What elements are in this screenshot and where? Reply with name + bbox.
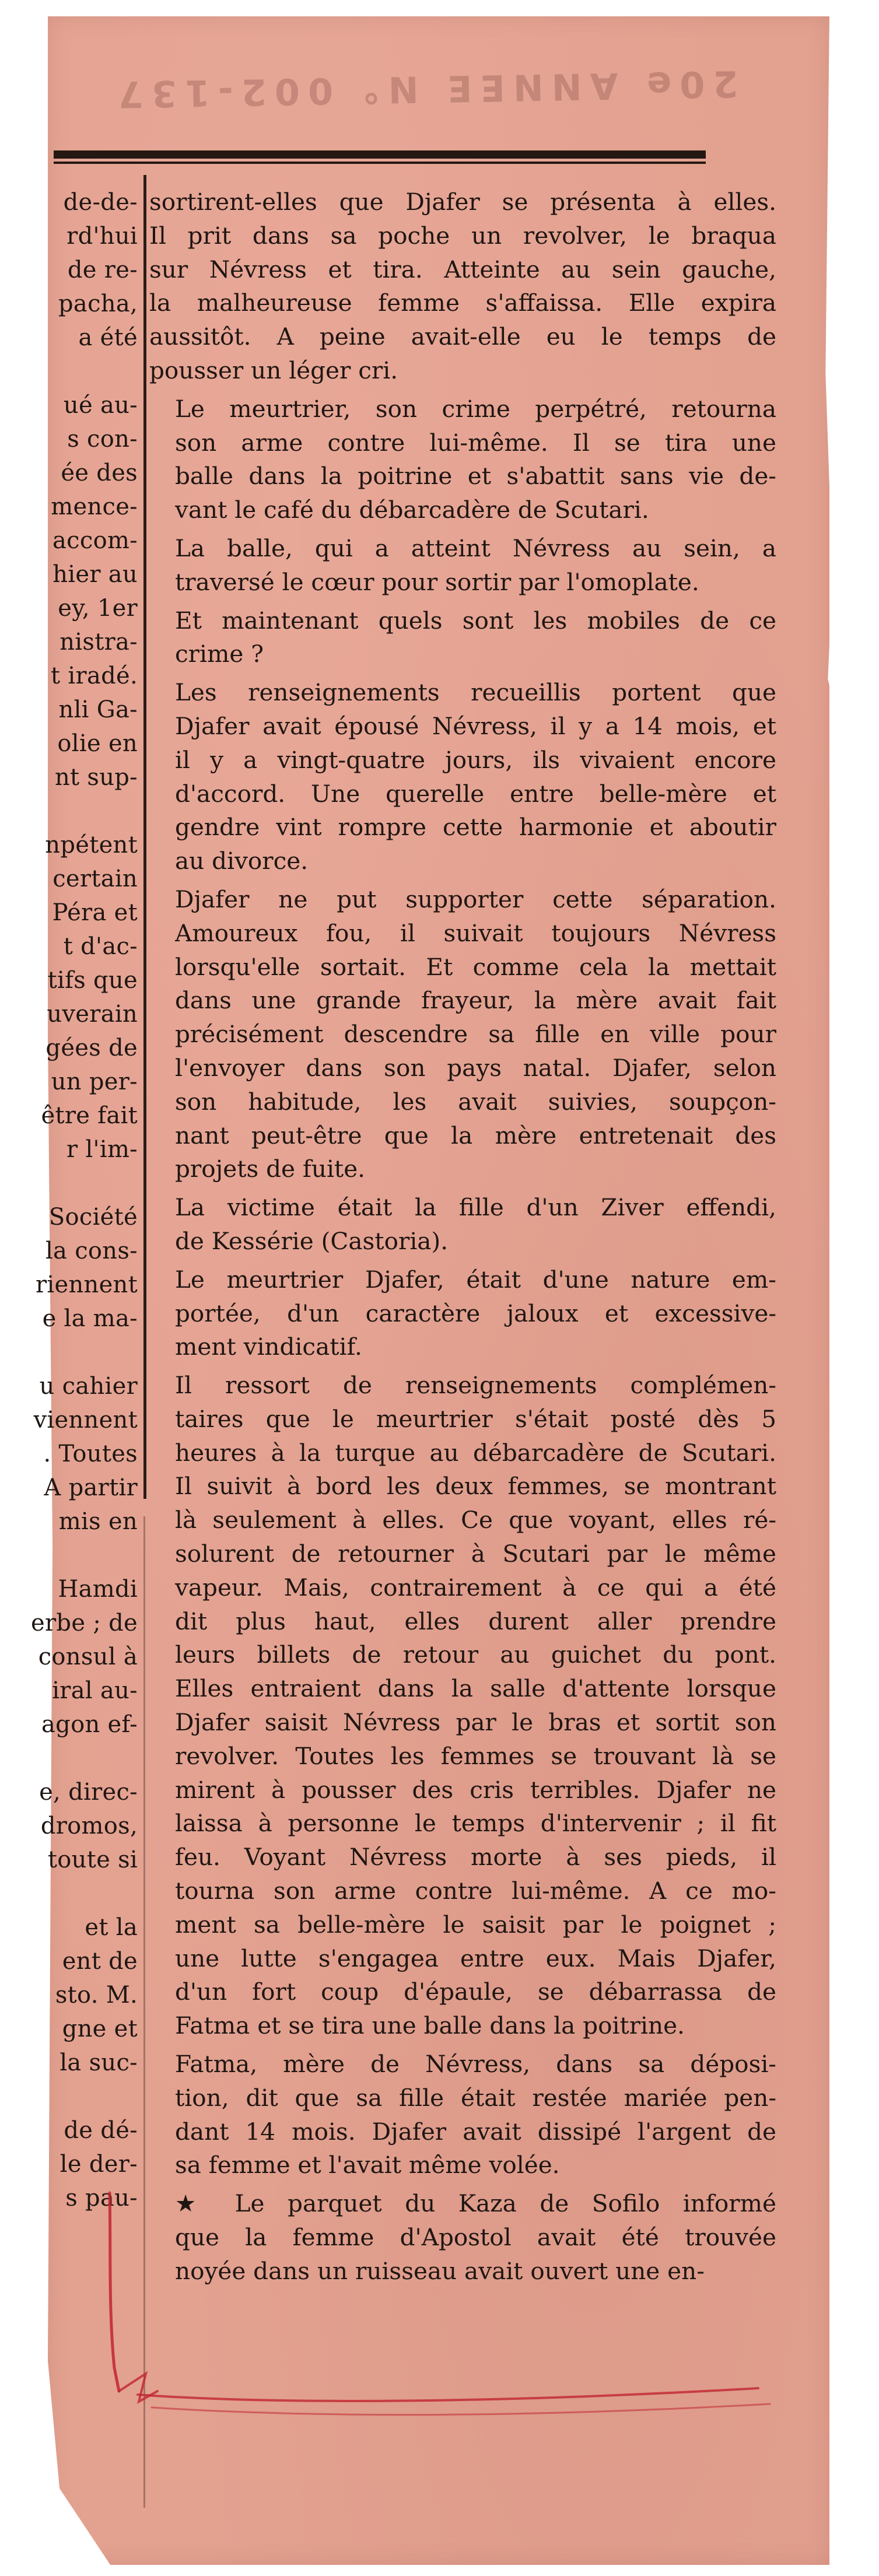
article-line: crime ?	[175, 640, 264, 668]
left-column-line: riennent	[35, 1271, 138, 1298]
article-line: Le meurtrier Djafer, était d'une nature em-	[175, 1265, 776, 1294]
left-column-line: gne et	[62, 2016, 138, 2042]
left-column-line: Péra et	[52, 899, 138, 926]
article-line: sortirent-elles que Djafer se présenta à elles.	[149, 188, 776, 216]
left-column-line: un per-	[51, 1068, 138, 1095]
left-column-line: erbe ; de	[31, 1610, 138, 1636]
left-column-line: nistra-	[59, 629, 138, 656]
left-column-line: pacha,	[58, 290, 138, 317]
left-column-line: r l'im-	[66, 1136, 138, 1163]
left-column-line: npétent	[45, 832, 138, 858]
article-line: feu. Voyant Névress morte à ses pieds, il	[175, 1843, 776, 1871]
left-column-line: certain	[52, 865, 138, 892]
article-line: heures à la turque au débarcadère de Scutari.	[175, 1438, 776, 1467]
article-line: revolver. Toutes les femmes se trouvant là se	[175, 1741, 776, 1770]
left-column-line: u cahier	[39, 1373, 138, 1400]
article-line: Djafer avait épousé Névress, il y a 14 mois, et	[175, 712, 776, 740]
article-line: dans une grande frayeur, la mère avait fait	[175, 986, 776, 1015]
left-column-line: et la	[85, 1914, 138, 1941]
left-column-line: A partir	[44, 1474, 138, 1501]
article-line: Amoureux fou, il suivait toujours Névress	[175, 919, 776, 947]
left-column-line: e la ma-	[42, 1305, 138, 1332]
left-column-line: le der-	[59, 2151, 138, 2178]
article-line: sa femme et l'avait même volée.	[175, 2151, 560, 2179]
article-line: la malheureuse femme s'affaissa. Elle expira	[149, 289, 776, 317]
left-column-line: dromos,	[40, 1813, 138, 1839]
article-line: l'envoyer dans son pays natal. Djafer, selon	[175, 1053, 776, 1082]
left-column-line: Société	[48, 1204, 138, 1231]
article-line: taires que le meurtrier s'était posté dès 5	[175, 1404, 776, 1433]
left-column-line: nt sup-	[54, 764, 138, 791]
article-line: son habitude, les avait suivies, soupçon-	[175, 1087, 776, 1116]
left-column-line: s pau-	[65, 2185, 138, 2211]
left-column-line: . Toutes	[43, 1441, 138, 1467]
article-line: aussitôt. A peine avait-elle eu le temps de	[149, 323, 776, 351]
article-line: balle dans la poitrine et s'abattit sans vie de-	[175, 462, 776, 490]
article-line: son arme contre lui-même. Il se tira une	[175, 428, 776, 457]
article-line: lorsqu'elle sortait. Et comme cela la mettait	[175, 952, 776, 981]
left-column-line: nli Ga-	[58, 696, 138, 723]
left-column-line: la suc-	[59, 2049, 138, 2076]
left-column-line: rd'hui	[66, 223, 138, 250]
article-line: pousser un léger cri.	[149, 356, 398, 384]
left-column-line: a été	[78, 324, 138, 351]
left-column-line: Hamdi	[58, 1576, 138, 1603]
article-line: d'un fort coup d'épaule, se débarrassa de	[175, 1978, 776, 2006]
masthead-bleedthrough: 20e ANNEE N° 002-137	[110, 62, 739, 116]
article-line: dant 14 mois. Djafer avait dissipé l'argent de	[175, 2117, 776, 2146]
article-line: ment vindicatif.	[175, 1333, 362, 1361]
article-line: une lutte s'engagea entre eux. Mais Djafer,	[175, 1944, 776, 1972]
article-line: solurent de retourner à Scutari par le même	[175, 1540, 776, 1568]
article-line: il y a vingt-quatre jours, ils vivaient encore	[175, 745, 776, 774]
article-line: au divorce.	[175, 847, 309, 875]
article-line: nant peut-être que la mère entretenait des	[175, 1121, 776, 1149]
article-line: ment sa belle-mère le saisit par le poignet ;	[175, 1910, 776, 1939]
article-line: Fatma et se tira une balle dans la poitrine.	[175, 2011, 685, 2040]
left-column-line: hier au	[52, 561, 138, 588]
left-column-line: t d'ac-	[63, 933, 138, 960]
left-column-line: être fait	[41, 1102, 138, 1129]
article-line: Les renseignements recueillis portent que	[175, 678, 776, 707]
article-line: Djafer ne put supporter cette séparation.	[175, 885, 776, 913]
article-line: La balle, qui a atteint Névress au sein, a	[175, 534, 776, 562]
article-line: La victime était la fille d'un Ziver effendi,	[175, 1193, 776, 1222]
left-column-line: de dé-	[64, 2117, 138, 2144]
left-column-line: viennent	[33, 1407, 138, 1434]
article-line: tion, dit que sa fille était restée mariée pen-	[175, 2083, 776, 2112]
left-column-line: mence-	[51, 493, 138, 520]
article-line: Le meurtrier, son crime perpétré, retourna	[175, 394, 776, 423]
article-line: Il prit dans sa poche un revolver, le braqua	[149, 221, 776, 250]
left-column-line: de-de-	[63, 189, 138, 216]
left-column-line: consul à	[38, 1643, 138, 1670]
article-line: là seulement à elles. Ce que voyant, elles ré-	[175, 1506, 776, 1534]
article-line: vant le café du débarcadère de Scutari.	[175, 496, 649, 524]
left-column-line: accom-	[52, 527, 138, 554]
article-line: dit plus haut, elles durent aller prendre	[175, 1607, 776, 1635]
left-column-line: e, direc-	[39, 1779, 138, 1806]
article-line: précisément descendre sa fille en ville pour	[175, 1020, 776, 1049]
left-column-line: la cons-	[45, 1238, 138, 1264]
article-line: laissa à personne le temps d'intervenir ; il fit	[175, 1809, 776, 1838]
article-line: noyée dans un ruisseau avait ouvert une en-	[175, 2256, 705, 2285]
left-column-line: mis en	[58, 1508, 138, 1535]
article-line: leurs billets de retour au guichet du pont.	[175, 1641, 776, 1669]
article-line: Fatma, mère de Névress, dans sa déposi-	[175, 2050, 776, 2079]
left-column-line: ué au-	[63, 392, 138, 419]
article-line: de Kessérie (Castoria).	[175, 1226, 449, 1255]
article-line: Elles entraient dans la salle d'attente lorsque	[175, 1674, 776, 1703]
left-column-line: s con-	[67, 426, 138, 453]
article-line: que la femme d'Apostol avait été trouvée	[175, 2223, 776, 2252]
article-line: Et maintenant quels sont les mobiles de ce	[175, 606, 776, 635]
left-column-line: de re-	[67, 257, 138, 283]
left-column-line: iral au-	[52, 1677, 138, 1704]
left-column-line: sto. M.	[55, 1982, 138, 2009]
article-line: Il suivit à bord les deux femmes, se montrant	[175, 1472, 776, 1501]
article-line: mirent à pousser des cris terribles. Djafer ne	[175, 1775, 776, 1804]
article-line: portée, d'un caractère jaloux et excessive-	[175, 1299, 776, 1327]
article-line: d'accord. Une querelle entre belle-mère et	[175, 779, 776, 808]
article-line: tourna son arme contre lui-même. A ce mo-	[175, 1877, 776, 1905]
article-line: vapeur. Mais, contrairement à ce qui a été	[175, 1573, 776, 1601]
left-column-line: ent de	[62, 1948, 138, 1975]
left-column-line: ée des	[61, 460, 138, 486]
left-column-line: t iradé.	[51, 663, 138, 689]
left-column-line: gées de	[45, 1035, 138, 1061]
left-column-line: olie en	[57, 730, 138, 757]
left-column-line: agon ef-	[41, 1711, 138, 1738]
left-column-line: ey, 1er	[58, 595, 138, 622]
left-column-line: uverain	[47, 1001, 138, 1028]
article-line: Il ressort de renseignements complémen-	[175, 1371, 776, 1400]
left-column-line: toute si	[47, 1846, 138, 1873]
article-line: projets de fuite.	[175, 1155, 366, 1183]
article-line: ★ Le parquet du Kaza de Sofilo informé	[175, 2189, 776, 2218]
article-line: gendre vint rompre cette harmonie et aboutir	[175, 813, 776, 842]
article-line: traversé le cœur pour sortir par l'omoplate.	[175, 567, 699, 596]
left-column-line: tifs que	[47, 967, 138, 994]
article-line: sur Névress et tira. Atteinte au sein gauche,	[149, 255, 776, 283]
article-line: Djafer saisit Névress par le bras et sortit son	[175, 1708, 776, 1737]
